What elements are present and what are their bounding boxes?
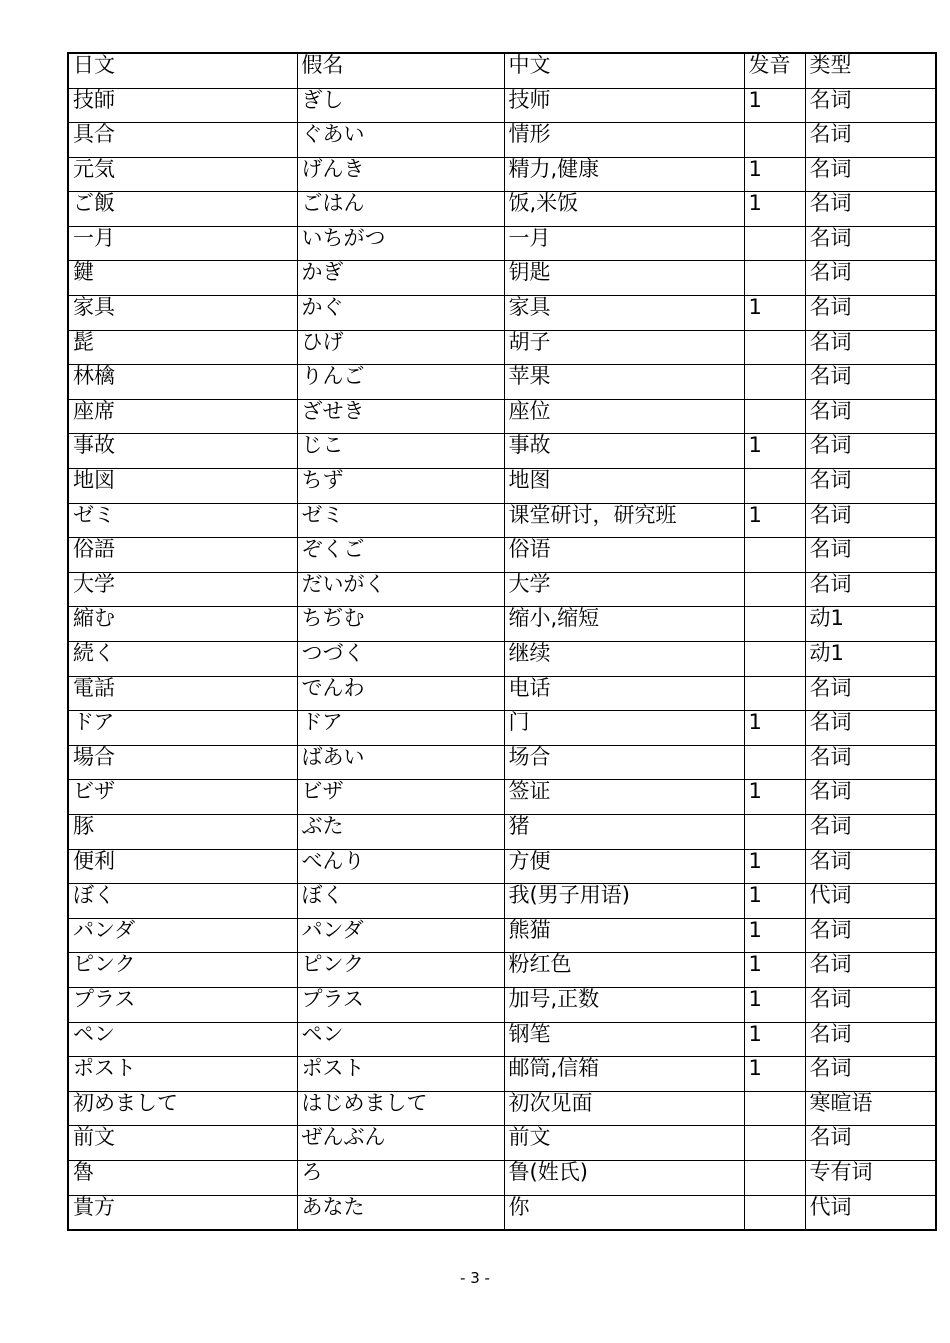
cell-japanese: 豚 [68, 814, 297, 849]
cell-type: 名词 [805, 711, 936, 746]
cell-type: 代词 [805, 1195, 936, 1230]
cell-kana: ばあい [297, 745, 504, 780]
table-header-row [68, 53, 936, 88]
cell-pronunciation: 1 [744, 780, 805, 815]
cell-chinese: 熊猫 [504, 918, 744, 953]
cell-japanese: ビザ [68, 780, 297, 815]
cell-pronunciation: 1 [744, 918, 805, 953]
cell-japanese: 林檎 [68, 365, 297, 400]
table-row [68, 538, 936, 573]
cell-pronunciation [744, 676, 805, 711]
cell-kana: かぐ [297, 296, 504, 331]
cell-type: 名词 [805, 469, 936, 504]
cell-type: 名词 [805, 330, 936, 365]
cell-pronunciation [744, 365, 805, 400]
cell-kana: ちぢむ [297, 607, 504, 642]
cell-type: 名词 [805, 918, 936, 953]
cell-pronunciation [744, 538, 805, 573]
cell-type: 寒暄语 [805, 1091, 936, 1126]
header-chinese: 中文 [504, 53, 744, 88]
cell-kana: ぞくご [297, 538, 504, 573]
table-row [68, 711, 936, 746]
cell-japanese: 一月 [68, 226, 297, 261]
cell-type: 名词 [805, 676, 936, 711]
cell-japanese: プラス [68, 987, 297, 1022]
cell-chinese: 猪 [504, 814, 744, 849]
cell-chinese: 方便 [504, 849, 744, 884]
cell-chinese: 大学 [504, 572, 744, 607]
cell-kana: プラス [297, 987, 504, 1022]
table-row [68, 642, 936, 677]
cell-japanese: 前文 [68, 1126, 297, 1161]
cell-chinese: 鲁(姓氏) [504, 1160, 744, 1195]
cell-japanese: 具合 [68, 123, 297, 158]
table-row [68, 780, 936, 815]
cell-chinese: 地图 [504, 469, 744, 504]
vocabulary-table-body [68, 53, 936, 1230]
table-row [68, 434, 936, 469]
cell-type: 名词 [805, 1126, 936, 1161]
cell-type: 名词 [805, 261, 936, 296]
table-row [68, 745, 936, 780]
cell-pronunciation: 1 [744, 953, 805, 988]
cell-type: 名词 [805, 365, 936, 400]
cell-pronunciation [744, 745, 805, 780]
cell-pronunciation [744, 1091, 805, 1126]
cell-chinese: 钢笔 [504, 1022, 744, 1057]
cell-chinese: 邮筒,信箱 [504, 1057, 744, 1092]
cell-japanese: 地図 [68, 469, 297, 504]
cell-pronunciation [744, 469, 805, 504]
cell-type: 名词 [805, 434, 936, 469]
table-row [68, 884, 936, 919]
cell-type: 名词 [805, 123, 936, 158]
table-row [68, 399, 936, 434]
cell-kana: パンダ [297, 918, 504, 953]
cell-japanese: 元気 [68, 157, 297, 192]
table-row [68, 987, 936, 1022]
cell-kana: ざせき [297, 399, 504, 434]
cell-kana: ぜんぶん [297, 1126, 504, 1161]
cell-pronunciation: 1 [744, 192, 805, 227]
cell-chinese: 事故 [504, 434, 744, 469]
cell-japanese: ドア [68, 711, 297, 746]
cell-japanese: 初めまして [68, 1091, 297, 1126]
cell-japanese: 続く [68, 642, 297, 677]
table-row [68, 607, 936, 642]
cell-chinese: 俗语 [504, 538, 744, 573]
table-row [68, 330, 936, 365]
table-row [68, 1160, 936, 1195]
cell-pronunciation [744, 399, 805, 434]
table-row [68, 1057, 936, 1092]
table-row [68, 296, 936, 331]
cell-japanese: ぼく [68, 884, 297, 919]
cell-pronunciation [744, 642, 805, 677]
cell-pronunciation [744, 572, 805, 607]
cell-kana: ぼく [297, 884, 504, 919]
cell-kana: ぎし [297, 88, 504, 123]
table-row [68, 261, 936, 296]
cell-japanese: ゼミ [68, 503, 297, 538]
cell-type: 名词 [805, 157, 936, 192]
cell-kana: はじめまして [297, 1091, 504, 1126]
cell-pronunciation [744, 123, 805, 158]
table-row [68, 503, 936, 538]
cell-type: 名词 [805, 1022, 936, 1057]
cell-chinese: 情形 [504, 123, 744, 158]
cell-japanese: 魯 [68, 1160, 297, 1195]
cell-type: 名词 [805, 849, 936, 884]
cell-pronunciation [744, 607, 805, 642]
cell-chinese: 家具 [504, 296, 744, 331]
cell-type: 动1 [805, 607, 936, 642]
cell-chinese: 我(男子用语) [504, 884, 744, 919]
cell-pronunciation: 1 [744, 884, 805, 919]
table-row [68, 918, 936, 953]
cell-pronunciation: 1 [744, 88, 805, 123]
cell-pronunciation: 1 [744, 434, 805, 469]
cell-type: 专有词 [805, 1160, 936, 1195]
cell-type: 名词 [805, 572, 936, 607]
cell-type: 名词 [805, 296, 936, 331]
cell-chinese: 苹果 [504, 365, 744, 400]
cell-pronunciation: 1 [744, 503, 805, 538]
cell-japanese: ペン [68, 1022, 297, 1057]
cell-pronunciation [744, 1195, 805, 1230]
cell-kana: じこ [297, 434, 504, 469]
table-row [68, 192, 936, 227]
cell-japanese: ご飯 [68, 192, 297, 227]
table-row [68, 123, 936, 158]
cell-japanese: 便利 [68, 849, 297, 884]
cell-pronunciation: 1 [744, 1057, 805, 1092]
cell-type: 名词 [805, 953, 936, 988]
cell-chinese: 门 [504, 711, 744, 746]
cell-chinese: 初次见面 [504, 1091, 744, 1126]
cell-type: 名词 [805, 226, 936, 261]
vocabulary-table [67, 52, 937, 1231]
cell-type: 名词 [805, 88, 936, 123]
cell-japanese: 事故 [68, 434, 297, 469]
cell-pronunciation: 1 [744, 987, 805, 1022]
cell-chinese: 电话 [504, 676, 744, 711]
cell-kana: ピンク [297, 953, 504, 988]
cell-japanese: 座席 [68, 399, 297, 434]
table-row [68, 953, 936, 988]
cell-chinese: 技师 [504, 88, 744, 123]
header-type: 类型 [805, 53, 936, 88]
cell-japanese: 技師 [68, 88, 297, 123]
cell-chinese: 课堂研讨，研究班 [504, 503, 744, 538]
cell-pronunciation [744, 1126, 805, 1161]
cell-japanese: ピンク [68, 953, 297, 988]
cell-type: 名词 [805, 399, 936, 434]
cell-japanese: パンダ [68, 918, 297, 953]
cell-kana: ポスト [297, 1057, 504, 1092]
table-row [68, 676, 936, 711]
cell-japanese: 家具 [68, 296, 297, 331]
cell-chinese: 一月 [504, 226, 744, 261]
table-row [68, 226, 936, 261]
cell-japanese: 場合 [68, 745, 297, 780]
cell-type: 名词 [805, 1057, 936, 1092]
table-row [68, 1126, 936, 1161]
cell-type: 名词 [805, 192, 936, 227]
cell-type: 代词 [805, 884, 936, 919]
cell-japanese: 電話 [68, 676, 297, 711]
table-row [68, 1091, 936, 1126]
cell-kana: ペン [297, 1022, 504, 1057]
cell-kana: ぐあい [297, 123, 504, 158]
cell-japanese: 大学 [68, 572, 297, 607]
cell-chinese: 签证 [504, 780, 744, 815]
cell-kana: ビザ [297, 780, 504, 815]
cell-pronunciation: 1 [744, 157, 805, 192]
cell-chinese: 钥匙 [504, 261, 744, 296]
cell-chinese: 缩小,缩短 [504, 607, 744, 642]
cell-type: 名词 [805, 780, 936, 815]
table-row [68, 572, 936, 607]
cell-japanese: 俗語 [68, 538, 297, 573]
cell-kana: つづく [297, 642, 504, 677]
table-row [68, 88, 936, 123]
table-row [68, 157, 936, 192]
cell-type: 动1 [805, 642, 936, 677]
cell-kana: ゼミ [297, 503, 504, 538]
table-row [68, 814, 936, 849]
cell-kana: げんき [297, 157, 504, 192]
cell-pronunciation [744, 226, 805, 261]
cell-chinese: 胡子 [504, 330, 744, 365]
cell-pronunciation: 1 [744, 711, 805, 746]
cell-kana: ろ [297, 1160, 504, 1195]
cell-type: 名词 [805, 745, 936, 780]
table-row [68, 469, 936, 504]
cell-japanese: 縮む [68, 607, 297, 642]
header-japanese: 日文 [68, 53, 297, 88]
cell-kana: ドア [297, 711, 504, 746]
cell-kana: だいがく [297, 572, 504, 607]
cell-japanese: 貴方 [68, 1195, 297, 1230]
cell-japanese: 鍵 [68, 261, 297, 296]
cell-pronunciation: 1 [744, 1022, 805, 1057]
cell-chinese: 继续 [504, 642, 744, 677]
cell-kana: あなた [297, 1195, 504, 1230]
table-row [68, 1022, 936, 1057]
cell-kana: べんり [297, 849, 504, 884]
cell-kana: ぶた [297, 814, 504, 849]
cell-chinese: 前文 [504, 1126, 744, 1161]
cell-kana: ひげ [297, 330, 504, 365]
cell-pronunciation [744, 330, 805, 365]
cell-japanese: 髭 [68, 330, 297, 365]
cell-chinese: 饭,米饭 [504, 192, 744, 227]
cell-type: 名词 [805, 814, 936, 849]
cell-chinese: 座位 [504, 399, 744, 434]
table-row [68, 849, 936, 884]
cell-kana: でんわ [297, 676, 504, 711]
page-number: - 3 - [460, 1269, 490, 1287]
cell-pronunciation: 1 [744, 849, 805, 884]
cell-chinese: 粉红色 [504, 953, 744, 988]
cell-chinese: 精力,健康 [504, 157, 744, 192]
table-row [68, 1195, 936, 1230]
cell-type: 名词 [805, 538, 936, 573]
cell-pronunciation [744, 814, 805, 849]
cell-pronunciation: 1 [744, 296, 805, 331]
cell-kana: かぎ [297, 261, 504, 296]
cell-pronunciation [744, 261, 805, 296]
header-kana: 假名 [297, 53, 504, 88]
cell-kana: いちがつ [297, 226, 504, 261]
cell-kana: ちず [297, 469, 504, 504]
cell-pronunciation [744, 1160, 805, 1195]
cell-chinese: 场合 [504, 745, 744, 780]
cell-kana: りんご [297, 365, 504, 400]
cell-chinese: 你 [504, 1195, 744, 1230]
cell-type: 名词 [805, 987, 936, 1022]
cell-kana: ごはん [297, 192, 504, 227]
cell-type: 名词 [805, 503, 936, 538]
cell-chinese: 加号,正数 [504, 987, 744, 1022]
cell-japanese: ポスト [68, 1057, 297, 1092]
table-row [68, 365, 936, 400]
header-pronunciation: 发音 [744, 53, 805, 88]
